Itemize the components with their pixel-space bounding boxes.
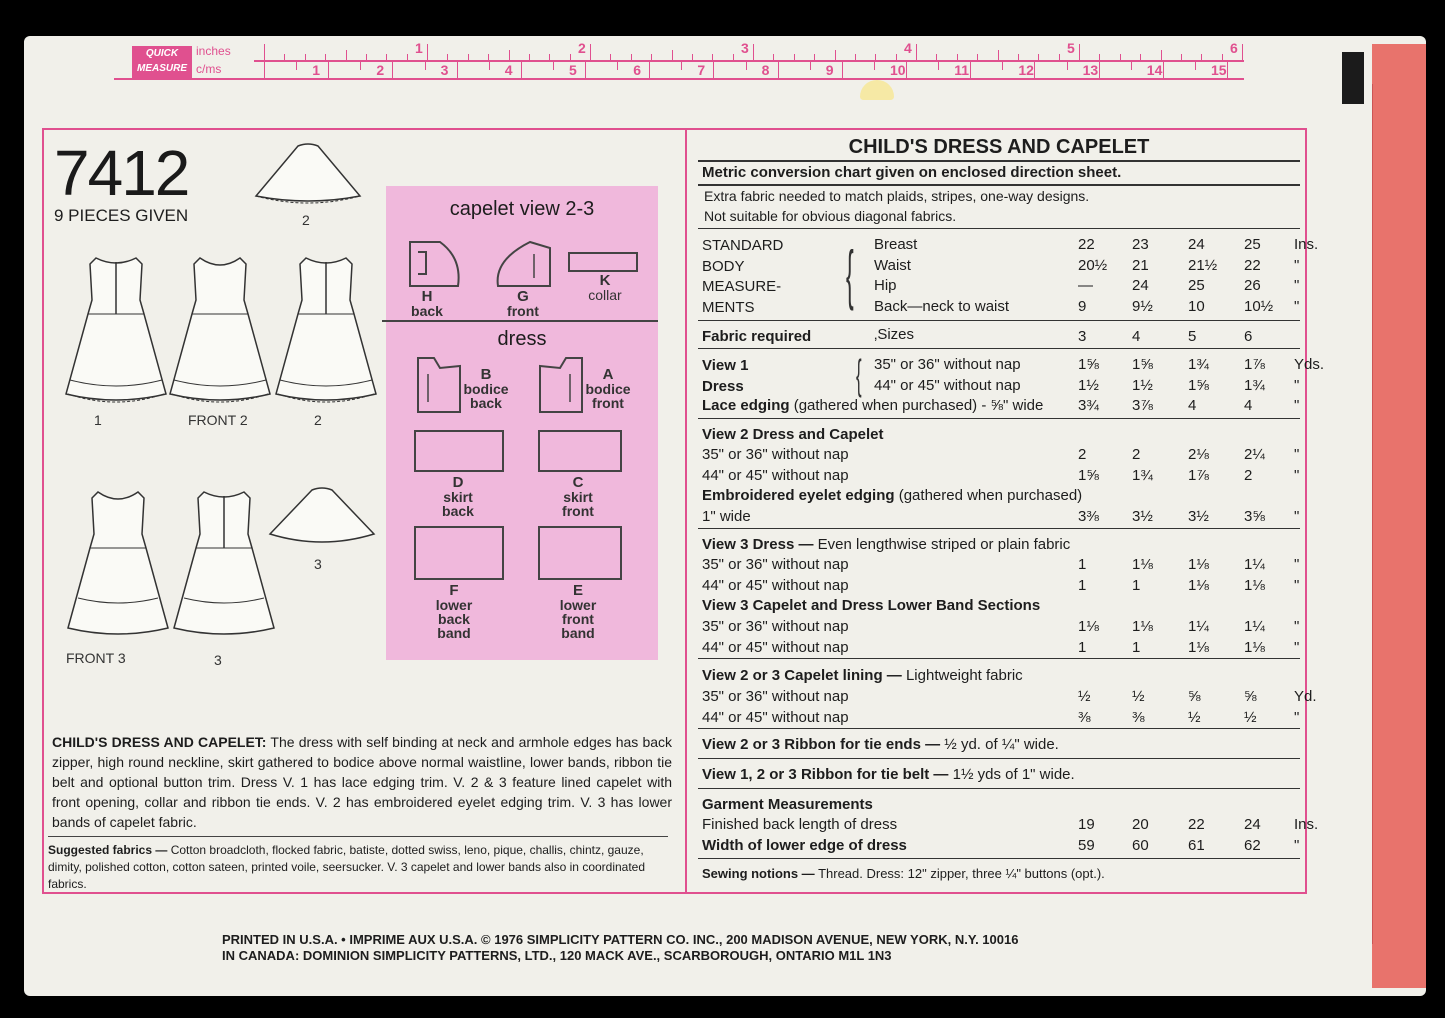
ruler-cm-tick [360, 62, 361, 70]
ruler-inch-tick [896, 54, 897, 60]
size-value: 1¼ [1244, 618, 1265, 635]
ruler-inch-tick [488, 54, 489, 60]
row-label: Breast [874, 236, 918, 253]
size-value: 20 [1132, 816, 1149, 833]
size-value: 20½ [1078, 256, 1108, 274]
piece-d-shape [414, 430, 504, 472]
ruler-inch-tick [305, 54, 306, 60]
size-value: 1¼ [1244, 556, 1265, 573]
size-value: 24 [1188, 236, 1205, 253]
size-value: 3 [1078, 328, 1087, 345]
ruler-inch-tick [346, 50, 347, 60]
pattern-number: 7412 [54, 137, 189, 209]
size-value: 1 [1132, 638, 1141, 656]
suggested-fabrics: Suggested fabrics — Cotton broadcloth, flocked fabric, batiste, dotted swiss, leno, pique, challis, chintz, gauze, dimity, polished cotton, cotton sateen, printed voile, seersucker. V. 3 capelet and lower bands also in coordinated fabrics. [48, 843, 646, 891]
ruler-cm-tick [938, 62, 939, 70]
unit-label: " [1294, 297, 1300, 315]
ruler-cm-tick [1131, 62, 1132, 70]
ruler-cm-number: 8 [761, 62, 770, 78]
ruler-cm-number: 10 [890, 62, 906, 78]
ruler-inch-tick [1222, 54, 1223, 60]
ruler-cm-tick [713, 62, 714, 78]
piece-g-shape [490, 238, 554, 290]
size-value: 1⅝ [1132, 356, 1153, 373]
caption-view3-capelet: 3 [314, 556, 322, 572]
piece-k-shape [568, 252, 638, 272]
size-value: 1⅛ [1188, 556, 1209, 573]
lace-edging-label: Lace edging (gathered when purchased) - ⅝" wide [702, 397, 1044, 414]
size-value: ½ [1244, 708, 1257, 726]
size-value: 4 [1244, 397, 1253, 414]
size-value: 1⅝ [1078, 356, 1099, 373]
unit-label: " [1294, 256, 1300, 274]
size-value: 24 [1132, 277, 1149, 294]
ruler-inch-tick [549, 54, 550, 60]
ruler-inch-tick [631, 54, 632, 60]
size-value: 19 [1078, 816, 1095, 833]
size-value: 6 [1244, 328, 1253, 345]
ruler-cm-tick [970, 62, 971, 78]
ruler-inch-tick [1161, 50, 1162, 60]
size-value: ⅝ [1188, 688, 1201, 705]
ruler-cm-tick [617, 62, 618, 70]
size-value: 10½ [1244, 297, 1274, 315]
ruler-inch-tick [284, 54, 285, 60]
ruler-inch-number: 1 [415, 40, 423, 56]
ruler-cm-tick [810, 62, 811, 70]
ruler-inch-tick [794, 54, 795, 60]
ruler-inch-tick [651, 54, 652, 60]
row-label: Finished back length of dress [702, 816, 898, 833]
size-value: 9 [1078, 297, 1087, 315]
size-value: ⅝ [1244, 688, 1257, 705]
ruler-cm-tick [457, 62, 458, 78]
size-value: 22 [1188, 816, 1205, 833]
size-value: 1¾ [1244, 376, 1265, 394]
ruler-inch-tick [998, 50, 999, 60]
caption-view2-capelet: 2 [302, 212, 310, 228]
piece-c-label: C skirt front [562, 474, 594, 519]
ruler-cm-tick [1034, 62, 1035, 78]
copyright-line: PRINTED IN U.S.A. • IMPRIME AUX U.S.A. © 1976 SIMPLICITY PATTERN CO. INC., 200 MADISON AVENUE, NEW YORK, N.Y. 10016 [222, 932, 1019, 947]
ruler-cm-tick [746, 62, 747, 70]
ruler-inch-tick [1120, 54, 1121, 60]
piece-f-label: F lower back band [435, 582, 473, 641]
ruler-inch-tick [529, 54, 530, 60]
size-value: ½ [1078, 688, 1091, 705]
size-value: 1½ [1078, 376, 1099, 394]
dress-illustration-view3-front [64, 488, 172, 638]
quick-measure-logo: QUICK MEASURE [132, 46, 192, 78]
size-value: 1⅞ [1244, 356, 1265, 373]
ruler-cm-tick [1067, 62, 1068, 70]
size-value: 1½ [1132, 376, 1153, 394]
canada-address-line: IN CANADA: DOMINION SIMPLICITY PATTERNS, LTD., 120 MACK AVE., SCARBOROUGH, ONTARIO M1L 1N3 [222, 948, 892, 963]
ruler-cm-tick [778, 62, 779, 78]
sizes-label: ‚Sizes [874, 326, 915, 343]
ruler-unit-inches: inches [196, 44, 231, 58]
ruler-inch-tick [977, 54, 978, 60]
piece-g-label: G front [507, 288, 539, 319]
view3-capelet-title: View 3 Capelet and Dress Lower Band Sections [702, 597, 1041, 614]
ruler-cm-tick [489, 62, 490, 70]
piece-b-shape [414, 354, 464, 416]
row-label: 35" or 36" without nap [702, 446, 849, 463]
ruler-cm-number: 11 [954, 62, 969, 78]
row-label: Width of lower edge of dress [702, 836, 907, 854]
ruler-inch-tick [447, 54, 448, 60]
ruler-inch-tick [672, 50, 673, 60]
ruler-cm-tick [842, 62, 843, 78]
row-label: Back—neck to waist [874, 297, 1010, 315]
ruler-inch-tick [509, 50, 510, 60]
ruler-cm-number: 5 [569, 62, 577, 78]
size-value: 3½ [1188, 508, 1209, 525]
row-label: 44" or 45" without nap [702, 638, 849, 656]
ruler-inch-tick [773, 54, 774, 60]
ruler-inch-tick [1059, 54, 1060, 60]
view2-title: View 2 Dress and Capelet [702, 426, 884, 443]
size-value: ½ [1188, 708, 1201, 726]
ruler-cm-number: 6 [633, 62, 641, 78]
size-value: 25 [1244, 236, 1261, 253]
size-value: 5 [1188, 328, 1197, 345]
size-value: 3⅜ [1078, 508, 1099, 525]
size-value: 60 [1132, 836, 1149, 854]
size-value: 1⅝ [1188, 376, 1209, 394]
size-value: 4 [1132, 328, 1141, 345]
standard-body-measurements-label: STANDARD BODY MEASURE- MENTS [702, 237, 784, 316]
row-label: 44" or 45" without nap [702, 466, 849, 484]
extra-fabric-note: Extra fabric needed to match plaids, stripes, one-way designs. [704, 188, 1090, 204]
ribbon-tie-ends: View 2 or 3 Ribbon for tie ends — ½ yd. of ¼" wide. [702, 736, 1059, 753]
view3-title: View 3 Dress — Even lengthwise striped or plain fabric [702, 536, 1071, 553]
ruler-cm-number: 7 [697, 62, 706, 78]
ruler-cm-tick [906, 62, 907, 78]
ruler-inch-tick [366, 54, 367, 60]
ruler-inch-tick [753, 44, 754, 60]
size-value: 1⅛ [1244, 576, 1265, 594]
size-value: 3½ [1132, 508, 1153, 525]
row-label: 35" or 36" without nap [702, 618, 849, 635]
size-value: 22 [1244, 256, 1261, 274]
ruler-inch-tick [936, 54, 937, 60]
yardage-chart: CHILD'S DRESS AND CAPELET Metric conversion chart given on enclosed direction sheet. Extra fabric needed to match plaids, stripes, one-way designs. Not suitable for obvious diagonal fabrics. STANDARD BODY MEASURE- MENTS { Breast 22 23 24 25 Ins. Waist 20½ 21 21½ 22 " Hip — 24 25 26 " Back—neck to waist 9 9½ 10 10½ " Fabric required ‚Sizes 3 4 5 6 View 1 Dress { 35" or 36" without nap 1⅝ 1⅝ 1¾ 1⅞ Yds. 44" or 45" without nap 1½ 1½ 1⅝ 1¾ " Lace edging (gathered when purchased) - ⅝" wide 3¾ 3⅞ 4 4 " View 2 Dress and Capelet 35" or 36" without nap 2 2 2⅛ 2¼ " 44" or 45" without nap 1⅝ 1¾ 1⅞ 2 " Embroidered eyelet edging (gathered when purchased) 1" wide 3⅜ 3½ 3½ 3⅝ " View 3 Dress — Even lengthwise striped or plain fabric 35" or 36" without nap 1 1⅛ 1⅛ 1¼ " 44" or 45" without nap 1 1 1⅛ 1⅛ " View 3 Capelet and Dress Lower Band Sections 35" or 36" without nap 1⅛ 1⅛ 1¼ 1¼ " 44" or 45" without nap 1 1 1⅛ 1⅛ " View 2 or 3 Capelet lining — Lightweight fabric 35" or 36" without nap ½ ½ ⅝ ⅝ Yd. 44" or 45" without nap ⅜ ⅜ ½ ½ " View 2 or 3 Ribbon for tie ends — ½ yd. of ¼" wide. View 1, 2 or 3 Ribbon for tie belt — 1½ yds of 1" wide. Garment Measurements Finished back length of dress 19 20 22 24 Ins. Width of lower edge of dress 59 60 61 62 " Sewing notions — Thread. Dress: 12" zipper, three ¼" buttons (opt.). [698, 130, 1310, 892]
ruler-cm-tick [296, 62, 297, 70]
ruler-inch-tick [712, 54, 713, 60]
size-value: 1⅛ [1188, 638, 1209, 656]
piece-h-label: H back [411, 288, 443, 319]
ruler-cm-tick [328, 62, 329, 78]
row-label: 44" or 45" without nap [702, 576, 849, 594]
dress-illustration-view3-back [170, 488, 278, 638]
ruler-inch-number: 2 [578, 40, 586, 56]
unit-label: " [1294, 638, 1300, 656]
tape-mark [860, 80, 894, 100]
ruler-inch-tick [325, 54, 326, 60]
size-value: 9½ [1132, 297, 1153, 315]
ribbon-tie-belt: View 1, 2 or 3 Ribbon for tie belt — 1½ yds of 1" wide. [702, 766, 1075, 783]
size-value: 1⅛ [1132, 618, 1153, 635]
ruler-inch-tick [264, 44, 265, 60]
size-value: 1¾ [1188, 356, 1209, 373]
ruler-unit-cm: c/ms [196, 62, 222, 76]
pattern-info-frame [42, 128, 1325, 894]
diagonal-note: Not suitable for obvious diagonal fabrics. [704, 208, 957, 224]
size-value: 3⅞ [1132, 397, 1153, 414]
metric-note: Metric conversion chart given on enclosed direction sheet. [702, 164, 1122, 181]
size-value: 62 [1244, 836, 1261, 854]
ruler-cm-number: 9 [825, 62, 834, 78]
ruler-inch-tick [427, 44, 428, 60]
garment-measurements-title: Garment Measurements [702, 796, 873, 813]
ruler-inch-tick [407, 54, 408, 60]
size-value: 2 [1132, 446, 1141, 463]
size-value: 3⅝ [1244, 508, 1265, 525]
unit-label: " [1294, 376, 1300, 394]
piece-k-label: K collar [588, 272, 622, 303]
ruler-inch-tick [570, 54, 571, 60]
unit-label: Ins. [1294, 816, 1319, 833]
ruler-cm-tick [392, 62, 393, 78]
size-value: 1 [1132, 576, 1141, 594]
ruler-inch-tick [733, 54, 734, 60]
ruler-cm-tick [874, 62, 875, 70]
row-label: 35" or 36" without nap [702, 688, 849, 705]
piece-h-shape [406, 238, 464, 290]
ruler-cm-number: 3 [440, 62, 449, 78]
ruler-cm-number: 14 [1146, 62, 1163, 78]
unit-label: Yds. [1294, 356, 1325, 373]
ruler-cm-number: 4 [504, 62, 513, 78]
ruler-inch-number: 6 [1230, 40, 1238, 56]
size-value: 1⅝ [1078, 466, 1099, 484]
ruler-inch-number: 4 [904, 40, 912, 56]
ruler-cm-tick [264, 62, 265, 78]
ruler-inch-number: 5 [1067, 40, 1075, 56]
pattern-pieces-box [386, 186, 658, 660]
ruler-inch-tick [957, 54, 958, 60]
piece-d-label: D skirt back [442, 474, 474, 519]
size-value: 25 [1188, 277, 1205, 294]
ruler-inch-tick [855, 54, 856, 60]
ruler-cm-tick [553, 62, 554, 70]
ruler-inch-tick [1099, 54, 1100, 60]
row-label: 35" or 36" without nap [702, 556, 849, 573]
ruler-cm-number: 13 [1082, 62, 1099, 78]
ruler-inch-tick [1140, 54, 1141, 60]
ruler-inch-tick [1038, 54, 1039, 60]
ruler-inch-tick [1201, 54, 1202, 60]
size-value: 1⅛ [1078, 618, 1099, 635]
row-label: Hip [874, 277, 897, 294]
sewing-notions: Sewing notions — Thread. Dress: 12" zipper, three ¼" buttons (opt.). [702, 866, 1105, 881]
piece-c-shape [538, 430, 622, 472]
ruler-cm-number: 12 [1018, 62, 1034, 78]
lining-title: View 2 or 3 Capelet lining — Lightweight fabric [702, 667, 1023, 684]
caption-view3: 3 [214, 652, 222, 668]
size-value: ½ [1132, 688, 1145, 705]
size-value: 1¾ [1132, 466, 1153, 484]
ruler-inch-tick [1242, 44, 1243, 60]
ruler-cm-number: 15 [1211, 62, 1227, 78]
piece-e-label: E lower front band [559, 582, 597, 641]
size-value: 10 [1188, 297, 1205, 315]
unit-label: " [1294, 508, 1300, 525]
ruler-inch-tick [692, 54, 693, 60]
size-value: 23 [1132, 236, 1149, 253]
size-value: 21½ [1188, 256, 1218, 274]
capelet-heading: capelet view 2-3 [449, 198, 595, 220]
capelet-illustration-view2 [248, 140, 368, 210]
eyelet-edging-label: Embroidered eyelet edging (gathered when purchased) [702, 487, 1083, 504]
ruler-inch-number: 3 [741, 40, 749, 56]
size-value: 61 [1188, 836, 1205, 854]
dress-heading: dress [497, 328, 547, 350]
ruler-inch-tick [875, 54, 876, 60]
unit-label: " [1294, 397, 1300, 414]
size-value: 1⅛ [1188, 576, 1209, 594]
dress-illustration-view2-front [166, 254, 274, 404]
size-value: 21 [1132, 256, 1149, 274]
eyelet-width: 1" wide [702, 508, 751, 525]
unit-label: " [1294, 556, 1300, 573]
quick-measure-ruler [114, 42, 1244, 80]
caption-view2: 2 [314, 412, 322, 428]
ruler-cm-tick [1002, 62, 1003, 70]
size-value: 1 [1078, 638, 1087, 656]
size-value: 2⅛ [1188, 446, 1209, 463]
ruler-inch-tick [590, 44, 591, 60]
size-value: ⅜ [1132, 708, 1145, 726]
ruler-inch-tick [468, 54, 469, 60]
dress-illustration-view1-back [62, 254, 170, 404]
ruler-inch-tick [1018, 54, 1019, 60]
ruler-cm-tick [521, 62, 522, 78]
ruler-cm-tick [425, 62, 426, 70]
size-value: ⅜ [1078, 708, 1091, 726]
size-value: 1⅞ [1188, 466, 1209, 484]
caption-front3: FRONT 3 [66, 650, 126, 666]
view1-label: View 1 Dress [702, 357, 749, 395]
pattern-description: CHILD'S DRESS AND CAPELET: The dress with self binding at neck and armhole edges has back zipper, high round neckline, skirt gathered to bodice above normal waistline, lower bands, ribbon tie belt and optional button trim. Dress V. 1 has lace edging trim. V. 2 & 3 feature lined capelet with front opening, collar and ribbon tie ends. V. 2 has embroidered eyelet edging trim. V. 3 has lower bands of capelet fabric. [52, 734, 673, 830]
size-value: 1⅛ [1244, 638, 1265, 656]
caption-front2: FRONT 2 [188, 412, 248, 428]
chart-title: CHILD'S DRESS AND CAPELET [848, 136, 1150, 158]
capelet-illustration-view3 [262, 484, 382, 554]
ruler-inch-tick [1079, 44, 1080, 60]
ruler-cm-tick [681, 62, 682, 70]
ruler-inch-tick [610, 54, 611, 60]
unit-label: " [1294, 576, 1300, 594]
row-label: 44" or 45" without nap [702, 708, 849, 726]
size-value: 3¾ [1078, 397, 1099, 414]
size-value: 2 [1078, 446, 1087, 463]
ruler-inch-tick [386, 54, 387, 60]
ruler-inch-tick [814, 54, 815, 60]
size-value: 1¼ [1188, 618, 1209, 635]
unit-label: Ins. [1294, 236, 1319, 253]
caption-view1: 1 [94, 412, 102, 428]
piece-f-shape [414, 526, 504, 580]
ruler-cm-tick [585, 62, 586, 78]
size-value: 2 [1244, 466, 1253, 484]
envelope-tab-mark [1342, 52, 1364, 104]
ruler-cm-number: 1 [312, 62, 320, 78]
pieces-given: 9 PIECES GIVEN [54, 206, 189, 225]
dress-illustration-view2-back [272, 254, 380, 404]
unit-label: " [1294, 618, 1300, 635]
size-value: 1⅛ [1132, 556, 1153, 573]
ruler-cm-tick [1163, 62, 1164, 78]
fabric-required-label: Fabric required [702, 328, 812, 345]
unit-label: " [1294, 466, 1300, 484]
ruler-inch-tick [916, 44, 917, 60]
unit-label: Yd. [1294, 688, 1317, 705]
row-label: 44" or 45" without nap [874, 376, 1021, 394]
ruler-inch-tick [835, 50, 836, 60]
size-value: 1 [1078, 576, 1087, 594]
unit-label: " [1294, 446, 1300, 463]
row-label: 35" or 36" without nap [874, 356, 1021, 373]
size-value: 24 [1244, 816, 1261, 833]
ruler-cm-tick [649, 62, 650, 78]
ruler-cm-tick [1227, 62, 1228, 78]
piece-e-shape [538, 526, 622, 580]
size-value: 59 [1078, 836, 1095, 854]
red-side-strip [1298, 44, 1426, 988]
ruler-cm-tick [1195, 62, 1196, 70]
piece-a-label: A bodice front [585, 366, 631, 411]
piece-b-label: B bodice back [463, 366, 509, 411]
size-value: 4 [1188, 397, 1197, 414]
size-value: 2¼ [1244, 446, 1265, 463]
pattern-envelope-back [24, 36, 1426, 996]
size-value: 22 [1078, 236, 1095, 253]
unit-label: " [1294, 277, 1300, 294]
size-value: 1 [1078, 556, 1087, 573]
ruler-cm-tick [1099, 62, 1100, 78]
ruler-cm-number: 2 [376, 62, 385, 78]
unit-label: " [1294, 708, 1300, 726]
size-value: 26 [1244, 277, 1261, 294]
size-value: — [1078, 277, 1093, 294]
ruler-inch-tick [1181, 54, 1182, 60]
row-label: Waist [874, 256, 911, 274]
unit-label: " [1294, 836, 1300, 854]
